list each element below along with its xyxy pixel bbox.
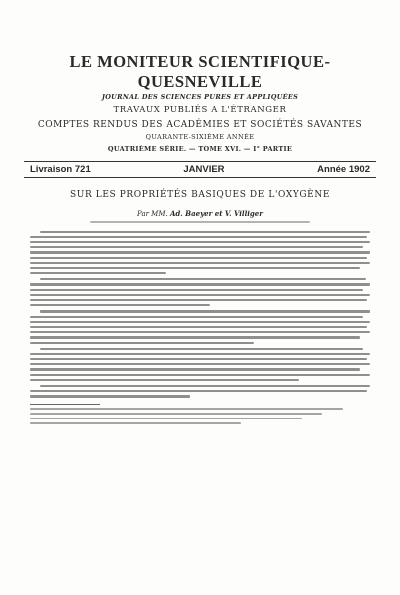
text-line (30, 257, 367, 259)
text-line (40, 278, 366, 280)
issue-bar (24, 161, 376, 178)
authors-prefix: Par MM. (137, 210, 168, 218)
text-line (40, 385, 370, 387)
paragraph (30, 310, 370, 343)
issue-year: Année 1902 (317, 164, 370, 175)
text-line (30, 379, 299, 381)
journal-subtitle: JOURNAL DES SCIENCES PURES ET APPLIQUÉES (101, 93, 299, 101)
article-title: SUR LES PROPRIÉTÉS BASIQUES DE L'OXYGÈNE (70, 190, 330, 200)
article-body (30, 231, 370, 398)
paragraph (30, 385, 370, 398)
text-line (30, 267, 360, 269)
footnotes (30, 408, 370, 423)
text-line (30, 299, 367, 301)
footnote-line (30, 418, 302, 420)
journal-tagline: TRAVAUX PUBLIÉS A L'ÉTRANGER (113, 105, 287, 115)
article-authors (30, 209, 370, 218)
paragraph (30, 348, 370, 381)
journal-year-ordinal: QUARANTE-SIXIÈME ANNÉE (145, 133, 255, 141)
footnote-line (30, 408, 343, 410)
text-line (30, 358, 367, 360)
text-line (30, 336, 360, 338)
text-line (30, 241, 370, 243)
text-line (40, 310, 370, 312)
text-line (30, 236, 367, 238)
text-line (30, 331, 370, 333)
text-line (30, 294, 370, 296)
text-line (30, 353, 370, 355)
text-line (30, 368, 360, 370)
issue-month: JANVIER (183, 164, 225, 175)
text-line (30, 272, 166, 274)
paragraph (30, 231, 370, 275)
text-line (30, 251, 370, 253)
journal-tagline-2: COMPTES RENDUS DES ACADÉMIES ET SOCIÉTÉS SAVANTES (37, 120, 363, 130)
text-line (30, 390, 367, 392)
illegible-note (30, 221, 370, 223)
masthead (30, 52, 370, 153)
paragraph (30, 278, 370, 306)
text-line (40, 231, 370, 233)
text-line (30, 321, 370, 323)
footnote-line (30, 422, 241, 424)
text-line (30, 283, 370, 285)
text-line (30, 374, 370, 376)
footnote-line (30, 413, 322, 415)
authors-names: Ad. Baeyer et V. Villiger (169, 209, 263, 218)
text-line (30, 262, 370, 264)
text-line (30, 395, 190, 397)
text-line (40, 348, 363, 350)
text-line (30, 246, 363, 248)
journal-title: LE MONITEUR SCIENTIFIQUE-QUESNEVILLE (69, 52, 331, 91)
issue-number: Livraison 721 (30, 164, 91, 175)
text-line (30, 316, 363, 318)
text-line (30, 326, 367, 328)
text-line (30, 363, 370, 365)
footnote-rule (30, 404, 100, 405)
text-line (30, 304, 210, 306)
journal-series: QUATRIÈME SÉRIE. — TOME XVI. — I° PARTIE (107, 145, 293, 153)
text-line (30, 289, 363, 291)
text-line (30, 342, 254, 344)
